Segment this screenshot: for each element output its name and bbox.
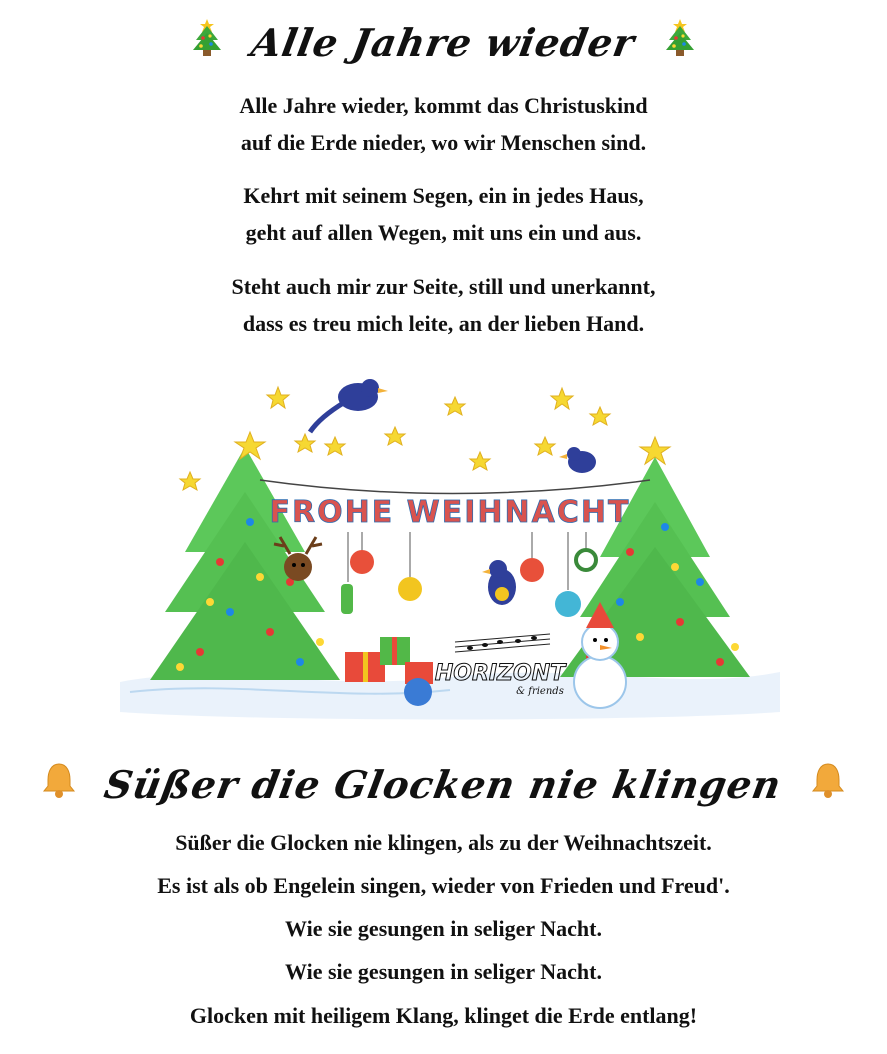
- song1-title: Alle Jahre wieder: [248, 20, 639, 65]
- logo-text: HORIZONT: [434, 661, 566, 686]
- verse-line: geht auf allen Wegen, mit uns ein und aus.: [245, 220, 642, 245]
- verse-line: Alle Jahre wieder, kommt das Christuskind: [239, 93, 648, 118]
- verse-line: Kehrt mit seinem Segen, ein in jedes Haus,: [243, 183, 644, 208]
- christmas-tree-icon: [663, 16, 697, 69]
- banner-text: FROHE WEIHNACHT: [269, 495, 631, 530]
- verse-line: auf die Erde nieder, wo wir Menschen sind.: [240, 130, 647, 155]
- bird-top: [310, 379, 388, 432]
- bell-icon: [810, 761, 846, 808]
- christmas-illustration: [120, 362, 780, 740]
- hanging-ornaments: [341, 532, 596, 617]
- verse-line: Steht auch mir zur Seite, still und unerkannt,: [231, 274, 656, 299]
- bird-right: [559, 447, 596, 473]
- verse-line: dass es treu mich leite, an der lieben Hand.: [242, 311, 645, 336]
- song2-line-4: Wie sie gesungen in seliger Nacht.: [285, 959, 602, 984]
- song2-line-1: Süßer die Glocken nie klingen, als zu der Weihnachtszeit.: [175, 830, 712, 855]
- song2-line-2: Es ist als ob Engelein singen, wieder von Frieden und Freud'.: [157, 873, 730, 898]
- song2-line-3: Wie sie gesungen in seliger Nacht.: [285, 916, 602, 941]
- bird-middle: [482, 560, 516, 605]
- song2-title: Süßer die Glocken nie klingen: [101, 762, 786, 807]
- song1-title-row: [0, 16, 887, 69]
- bell-icon: [41, 761, 77, 808]
- christmas-tree-icon: [190, 16, 224, 69]
- logo-subtext: & friends: [516, 686, 564, 697]
- song1-verse-1: [0, 87, 887, 161]
- song2-line-5: Glocken mit heiligem Klang, klinget die Erde entlang!: [189, 1003, 698, 1028]
- song1-verse-3: [0, 268, 887, 342]
- song1-verse-2: [0, 177, 887, 251]
- song2-title-row: [0, 758, 887, 808]
